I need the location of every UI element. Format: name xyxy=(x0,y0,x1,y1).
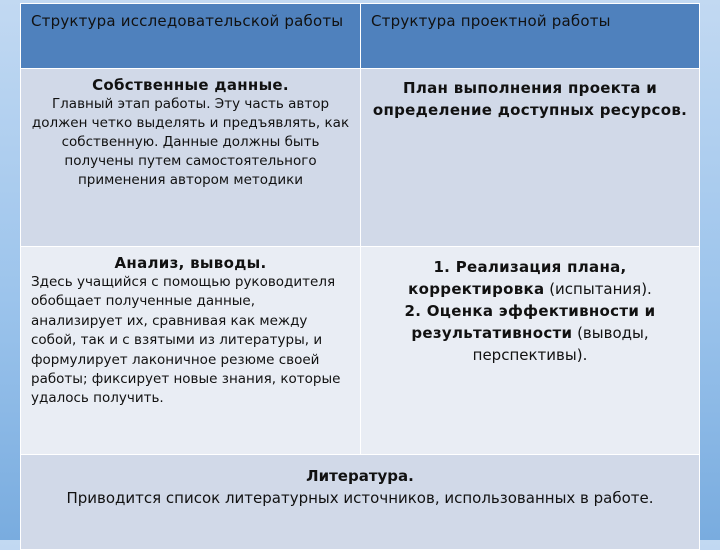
analysis-text: Здесь учащийся с помощью руководителя обобщает полученные данные, анализирует их, сравнивая как между собой, так и с взятыми из литературы, и формулирует лаконичное резюме своей работы; фиксирует новые знания, которые удалось получить. xyxy=(31,274,341,407)
comparison-table xyxy=(20,3,700,550)
analysis-title: Анализ, выводы. xyxy=(114,254,267,272)
implementation-item-1-bold: 1. Реализация плана, корректировка xyxy=(408,258,627,298)
header-row xyxy=(21,4,700,69)
literature-text: Приводится список литературных источников, использованных в работе. xyxy=(66,489,654,507)
implementation-list xyxy=(362,248,698,370)
implementation-item-2-bold: 2. Оценка эффективности и результативности xyxy=(404,302,656,342)
table-row xyxy=(21,455,700,550)
table-row xyxy=(21,69,700,247)
own-data-title: Собственные данные. xyxy=(92,76,289,94)
cell-project-plan xyxy=(361,69,700,247)
cell-analysis xyxy=(21,247,361,455)
literature-title: Литература. xyxy=(306,467,414,485)
table-row xyxy=(21,247,700,455)
cell-implementation xyxy=(361,247,700,455)
own-data-text: Главный этап работы. Эту часть автор должен четко выделять и предъявлять, как собственную. Данные должны быть получены путем самостоятельного применения автором методики xyxy=(31,96,350,188)
cell-own-data xyxy=(21,69,361,247)
header-project-structure: Структура проектной работы xyxy=(361,4,700,69)
project-plan-title: План выполнения проекта и определение доступных ресурсов. xyxy=(372,79,688,119)
implementation-item-2-text: (выводы, перспективы). xyxy=(472,324,649,364)
implementation-item-1-text: (испытания). xyxy=(544,280,652,298)
cell-literature xyxy=(21,455,700,550)
header-research-structure: Структура исследовательской работы xyxy=(21,4,361,69)
